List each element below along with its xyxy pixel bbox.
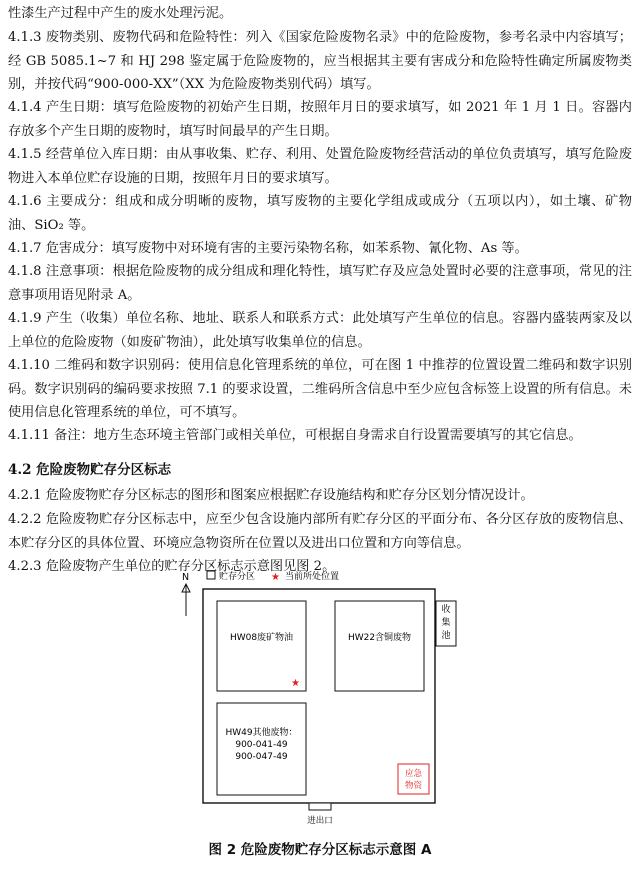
zone-hw22-label: HW22含铜废物 — [347, 633, 412, 643]
collection-pool-label-2: 集 — [441, 618, 451, 628]
legend-star-icon: ★ — [271, 572, 280, 583]
paragraph-4-1-10: 4.1.10 二维码和数字识别码：使用信息化管理系统的单位，可在图 1 中推荐的位置设置二维码和数字识别码。数字识别码的编码要求按照 7.1 的要求设置，二维码所含信息中至少应包含标签上设置的所有信息。未使用信息化管理系统的单位，可不填写。 — [8, 358, 632, 420]
legend-zone-icon — [207, 571, 215, 579]
zone-hw49-title: HW49其他废物： — [225, 728, 298, 738]
zone-hw49-code-2: 900-047-49 — [235, 752, 288, 762]
figure-caption: 图 2 危险废物贮存分区标志示意图 A — [208, 842, 432, 858]
current-location-star-icon: ★ — [291, 678, 300, 689]
legend-current-label: 当前所处位置 — [285, 572, 340, 582]
paragraph-4-1-9: 4.1.9 产生（收集）单位名称、地址、联系人和联系方式：此处填写产生单位的信息。容器内盛装两家及以上单位的危险废物（如废矿物油），此处填写收集单位的信息。 — [8, 311, 632, 350]
facility-boundary — [203, 589, 435, 803]
paragraph-4-1-3: 4.1.3 废物类别、废物代码和危险特性：列入《国家危险废物名录》中的危险废物，参考名录中内容填写；经 GB 5085.1~7 和 HJ 298 鉴定属于危险废物的，应当根据其主要有害成分和危险特性确定所属废物类别，并按代码“900-000-XX”（XX 为危险废物类别代码）填写。 — [8, 30, 632, 92]
storage-zone-diagram — [180, 568, 460, 833]
paragraph-4-1-4: 4.1.4 产生日期：填写危险废物的初始产生日期，按照年月日的要求填写，如 2021 年 1 月 1 日。容器内存放多个产生日期的废物时，填写时间最早的产生日期。 — [8, 100, 632, 139]
legend-zone-label: 贮存分区 — [219, 572, 256, 582]
paragraph-continued: 性漆生产过程中产生的废水处理污泥。 — [8, 6, 233, 21]
entrance-label: 进出口 — [307, 816, 333, 826]
paragraph-4-1-11: 4.1.11 备注：地方生态环境主管部门或相关单位，可根据自身需求自行设置需要填写的其它信息。 — [8, 428, 582, 443]
section-heading: 4.2 危险废物贮存分区标志 — [8, 462, 172, 478]
paragraph-4-1-5: 4.1.5 经营单位入库日期：由从事收集、贮存、利用、处置危险废物经营活动的单位负责填写，填写危险废物进入本单位贮存设施的日期，按照年月日的要求填写。 — [8, 147, 632, 186]
paragraph-4-2-3: 4.2.3 危险废物产生单位的贮存分区标志示意图见图 2。 — [8, 559, 336, 574]
zone-hw08-label: HW08废矿物油 — [229, 633, 294, 643]
emergency-label-2: 物资 — [404, 781, 423, 791]
north-label: N — [182, 572, 190, 583]
entrance-gate — [309, 803, 331, 810]
paragraph-4-1-6: 4.1.6 主要成分：组成和成分明晰的废物，填写废物的主要化学组成或成分（五项以内），如土壤、矿物油、SiO₂ 等。 — [8, 194, 632, 233]
collection-pool-label-3: 池 — [441, 631, 451, 641]
paragraph-4-2-1: 4.2.1 危险废物贮存分区标志的图形和图案应根据贮存设施结构和贮存分区划分情况设计。 — [8, 488, 534, 503]
emergency-label-1: 应急 — [404, 769, 423, 779]
zone-hw49-code-1: 900-041-49 — [235, 740, 288, 750]
paragraph-4-2-2: 4.2.2 危险废物贮存分区标志中，应至少包含设施内部所有贮存分区的平面分布、各分区存放的废物信息、本贮存分区的具体位置、环境应急物资所在位置以及进出口位置和方向等信息。 — [8, 512, 632, 551]
paragraph-4-1-8: 4.1.8 注意事项：根据危险废物的成分组成和理化特性，填写贮存及应急处置时必要的注意事项，常见的注意事项用语见附录 A。 — [8, 264, 632, 303]
collection-pool-label-1: 收 — [441, 605, 451, 615]
paragraph-4-1-7: 4.1.7 危害成分：填写废物中对环境有害的主要污染物名称，如苯系物、氰化物、As 等。 — [8, 241, 528, 256]
zone-hw22 — [335, 601, 424, 691]
